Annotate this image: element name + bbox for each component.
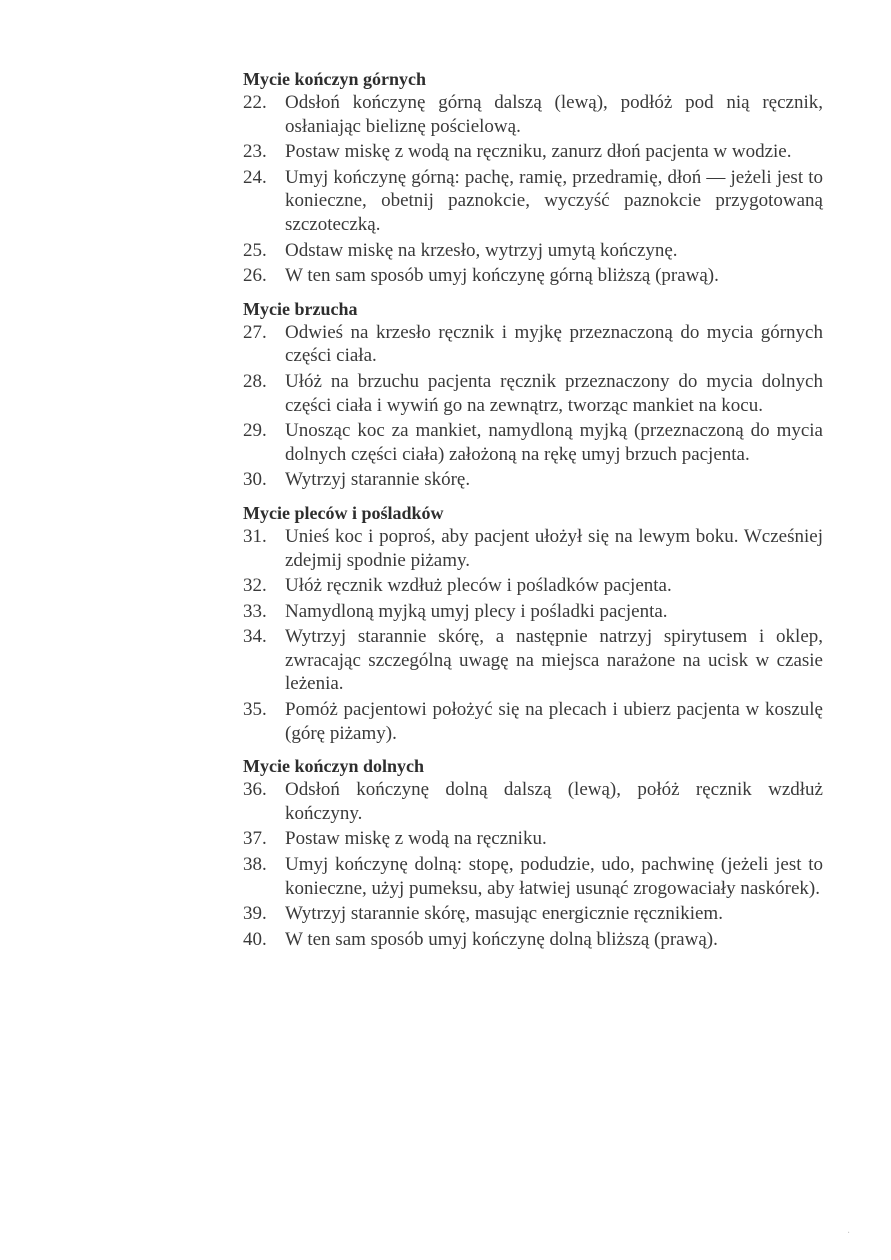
step-number: 25. bbox=[243, 239, 267, 261]
step-number: 24. bbox=[243, 166, 267, 188]
document-page bbox=[243, 68, 823, 953]
step-text: Wytrzyj starannie skórę. bbox=[285, 469, 471, 491]
step-text: Postaw miskę z wodą na ręczniku. bbox=[285, 828, 547, 850]
step-text: W ten sam sposób umyj kończynę dolną bliższą (prawą). bbox=[285, 928, 718, 950]
step-text: Unieś koc i poproś, aby pacjent ułożył się na lewym boku. Wcześniej zdejmij spodnie piżamy. bbox=[285, 525, 823, 571]
step-text: W ten sam sposób umyj kończynę górną bliższą (prawą). bbox=[285, 265, 719, 287]
step-list bbox=[243, 778, 823, 951]
step-number: 34. bbox=[243, 626, 267, 648]
step-number: 33. bbox=[243, 600, 267, 622]
section-title: Mycie kończyn górnych bbox=[243, 69, 426, 89]
step-text: Wytrzyj starannie skórę, masując energicznie ręcznikiem. bbox=[285, 903, 723, 925]
step-text: Umyj kończynę dolną: stopę, podudzie, udo, pachwinę (jeżeli jest to konieczne, użyj pumeksu, aby łatwiej usunąć zrogowaciały naskórek). bbox=[285, 854, 823, 899]
step-item bbox=[243, 698, 823, 745]
step-item bbox=[243, 468, 823, 492]
step-list bbox=[243, 525, 823, 745]
step-item bbox=[243, 91, 823, 138]
step-list bbox=[243, 321, 823, 492]
step-text: Ułóż ręcznik wzdłuż pleców i pośladków pacjenta. bbox=[285, 575, 672, 597]
scan-speck: · bbox=[847, 1228, 851, 1239]
step-number: 35. bbox=[243, 699, 267, 721]
section-title: Mycie brzucha bbox=[243, 298, 358, 319]
step-number: 36. bbox=[243, 779, 267, 801]
step-text: Odsłoń kończynę dolną dalszą (lewą), połóż ręcznik wzdłuż kończyny. bbox=[285, 779, 823, 824]
step-number: 30. bbox=[243, 469, 267, 491]
step-text: Postaw miskę z wodą na ręczniku, zanurz dłoń pacjenta w wodzie. bbox=[285, 141, 792, 163]
step-number: 29. bbox=[243, 420, 267, 442]
step-item bbox=[243, 778, 823, 825]
step-text: Unosząc koc za mankiet, namydloną myjką (przeznaczoną do mycia dolnych części ciała) założoną na rękę umyj brzuch pacjenta. bbox=[285, 420, 823, 465]
step-text: Odsłoń kończynę górną dalszą (lewą), podłóż pod nią ręcznik, osłaniając bieliznę pościelową. bbox=[285, 92, 823, 137]
step-item bbox=[243, 239, 823, 263]
step-item bbox=[243, 625, 823, 696]
step-item bbox=[243, 902, 823, 926]
step-text: Umyj kończynę górną: pachę, ramię, przedramię, dłoń — jeżeli jest to konieczne, obetnij paznokcie, wyczyść paznokcie przygotowaną szczoteczką. bbox=[285, 166, 823, 235]
section-title: Mycie pleców i pośladków bbox=[243, 502, 444, 523]
step-item bbox=[243, 574, 823, 598]
step-number: 32. bbox=[243, 575, 267, 597]
step-item bbox=[243, 419, 823, 466]
section-back-buttocks bbox=[243, 502, 823, 745]
step-number: 37. bbox=[243, 828, 267, 850]
step-text: Namydloną myjką umyj plecy i pośladki pacjenta. bbox=[285, 600, 668, 622]
step-item bbox=[243, 853, 823, 900]
step-item bbox=[243, 370, 823, 417]
step-number: 22. bbox=[243, 92, 267, 113]
step-number: 31. bbox=[243, 525, 267, 547]
step-text: Pomóż pacjentowi położyć się na plecach i ubierz pacjenta w koszulę (górę piżamy). bbox=[285, 699, 823, 744]
step-item bbox=[243, 166, 823, 237]
step-item bbox=[243, 140, 823, 164]
step-list bbox=[243, 91, 823, 288]
step-text: Ułóż na brzuchu pacjenta ręcznik przeznaczony do mycia dolnych części ciała i wywiń go na zewnątrz, tworząc mankiet na kocu. bbox=[285, 370, 823, 416]
step-item bbox=[243, 525, 823, 572]
step-text: Odstaw miskę na krzesło, wytrzyj umytą kończynę. bbox=[285, 239, 678, 261]
step-text: Odwieś na krzesło ręcznik i myjkę przeznaczoną do mycia górnych części ciała. bbox=[285, 321, 823, 367]
step-number: 26. bbox=[243, 265, 267, 287]
section-title: Mycie kończyn dolnych bbox=[243, 756, 425, 777]
section-lower-limbs bbox=[243, 755, 823, 951]
step-number: 27. bbox=[243, 321, 267, 343]
step-item bbox=[243, 928, 823, 952]
step-number: 39. bbox=[243, 903, 267, 925]
step-item bbox=[243, 264, 823, 288]
step-number: 38. bbox=[243, 854, 267, 876]
section-upper-limbs bbox=[243, 68, 823, 288]
step-item bbox=[243, 321, 823, 368]
step-text: Wytrzyj starannie skórę, a następnie natrzyj spirytusem i oklep, zwracając szczególną uwagę na miejsca narażone na ucisk w czasie leżenia. bbox=[285, 626, 823, 695]
section-abdomen bbox=[243, 298, 823, 492]
step-number: 28. bbox=[243, 370, 267, 392]
step-item bbox=[243, 827, 823, 851]
step-item bbox=[243, 600, 823, 624]
step-number: 40. bbox=[243, 928, 267, 950]
step-number: 23. bbox=[243, 141, 267, 163]
